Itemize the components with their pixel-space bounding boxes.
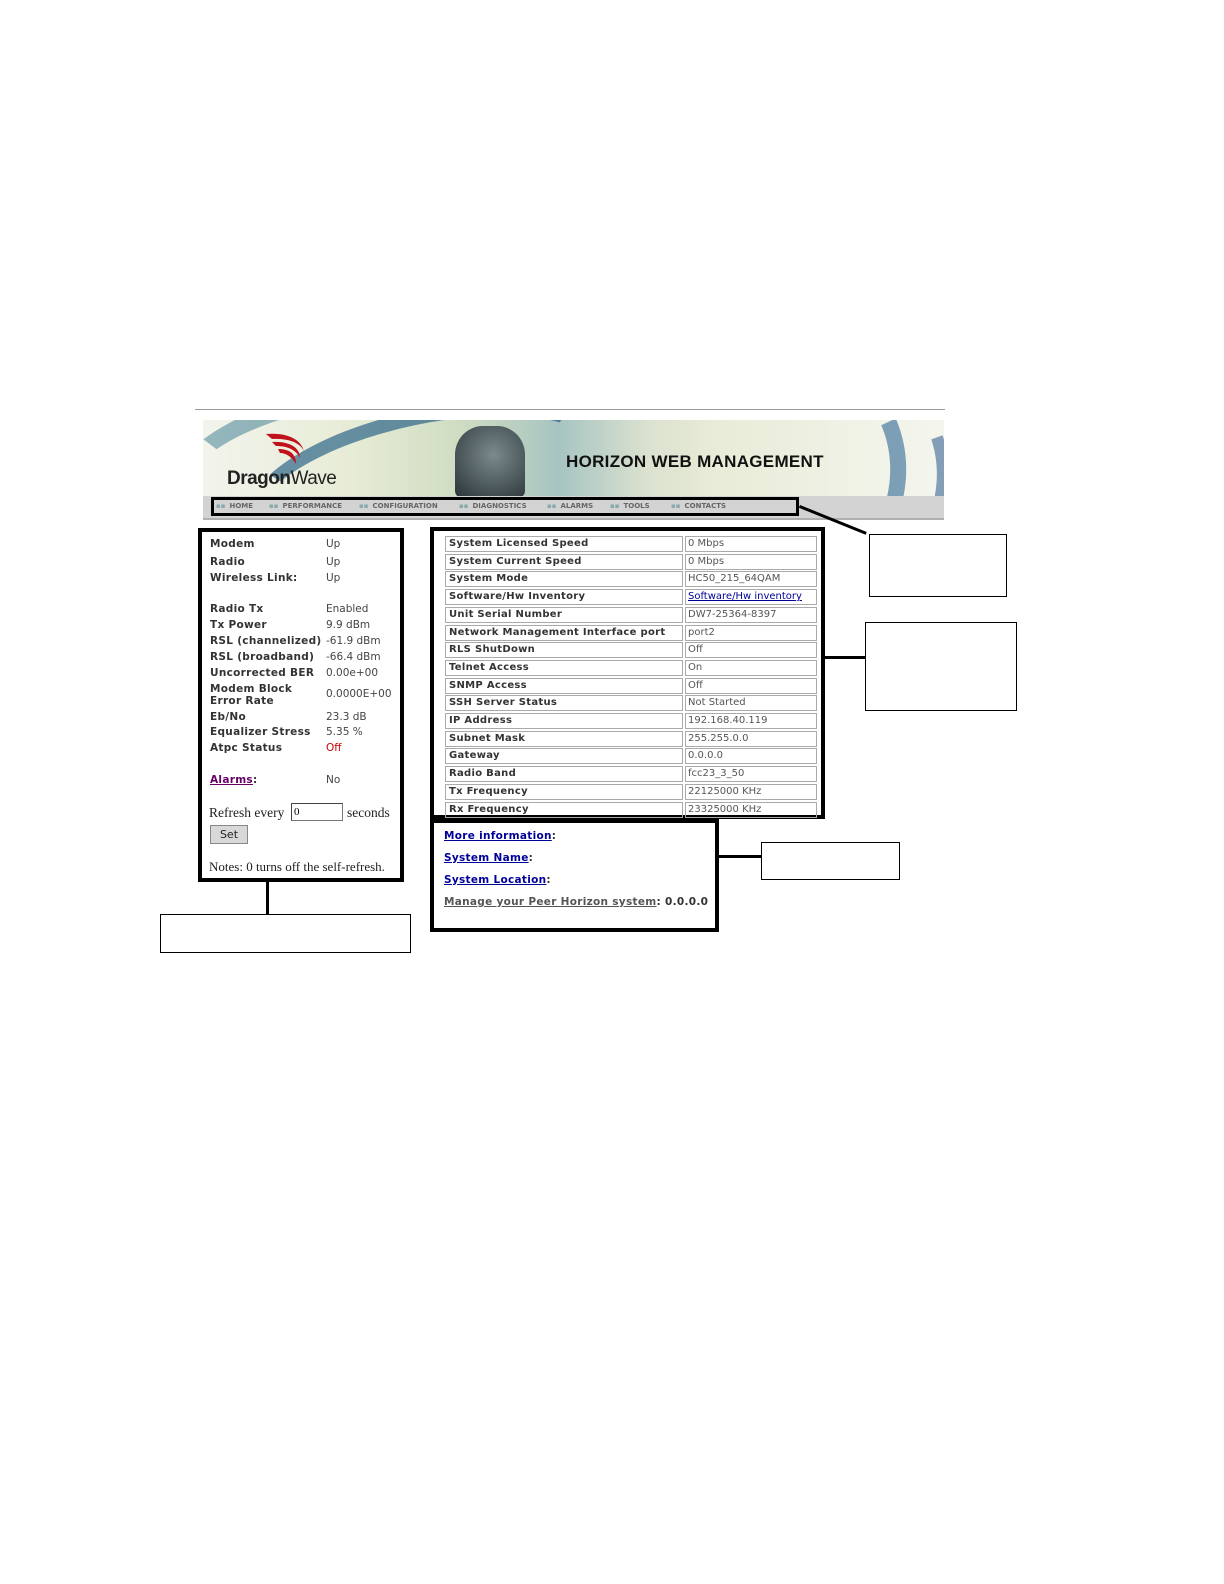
dragonwave-logo bbox=[227, 468, 336, 490]
nav-alarms-label: ALARMS bbox=[560, 502, 594, 510]
table-key-cell: System Mode bbox=[445, 571, 683, 587]
status-label: RSL (channelized) bbox=[210, 635, 322, 647]
table-key-cell: Unit Serial Number bbox=[445, 607, 683, 623]
top-rule bbox=[195, 409, 945, 410]
status-label: Atpc Status bbox=[210, 742, 283, 754]
table-value-cell: 22125000 KHz bbox=[685, 784, 817, 800]
nav-diagnostics-label: DIAGNOSTICS bbox=[472, 502, 527, 510]
alarms-row bbox=[210, 774, 257, 786]
status-value: Up bbox=[326, 556, 341, 568]
table-key-cell: Software/Hw Inventory bbox=[445, 589, 683, 605]
table-key-cell: Gateway bbox=[445, 748, 683, 764]
nav-bullet-icon: ▪▪ bbox=[459, 502, 469, 510]
table-value-cell: DW7-25364-8397 bbox=[685, 607, 817, 623]
nav-configuration-label: CONFIGURATION bbox=[372, 502, 438, 510]
status-label: Radio bbox=[210, 556, 245, 568]
header-banner bbox=[203, 420, 944, 496]
table-value-cell: Off bbox=[685, 678, 817, 694]
table-key-cell: Subnet Mask bbox=[445, 731, 683, 747]
system-location-row bbox=[444, 874, 551, 886]
status-label: RSL (broadband) bbox=[210, 651, 315, 663]
table-key-cell: Network Management Interface port bbox=[445, 625, 683, 641]
table-key-cell: SNMP Access bbox=[445, 678, 683, 694]
logo-text-light: Wave bbox=[290, 468, 337, 489]
refresh-suffix: seconds bbox=[347, 805, 390, 820]
table-value-cell: 0 Mbps bbox=[685, 536, 817, 552]
nav-tools-label: TOOLS bbox=[623, 502, 650, 510]
callout-box-table bbox=[865, 622, 1017, 711]
status-value: Up bbox=[326, 538, 341, 550]
nav-bullet-icon: ▪▪ bbox=[671, 502, 681, 510]
dragonwave-logo-icon bbox=[258, 430, 308, 470]
table-value-cell: 192.168.40.119 bbox=[685, 713, 817, 729]
software-inventory-link[interactable]: Software/Hw inventory bbox=[688, 591, 802, 602]
more-information-link[interactable]: More information bbox=[444, 830, 552, 842]
table-value-cell: port2 bbox=[685, 625, 817, 641]
callout-box-status bbox=[160, 914, 411, 953]
nav-contacts-label: CONTACTS bbox=[684, 502, 727, 510]
table-value-cell: On bbox=[685, 660, 817, 676]
colon: : bbox=[528, 852, 534, 864]
status-value: 0.00e+00 bbox=[326, 667, 378, 679]
callout-connector-line bbox=[266, 882, 269, 915]
nav-bullet-icon: ▪▪ bbox=[269, 502, 279, 510]
table-value-cell: 0.0.0.0 bbox=[685, 748, 817, 764]
table-value-cell: Off bbox=[685, 642, 817, 658]
system-location-link[interactable]: System Location bbox=[444, 874, 547, 886]
status-label: Tx Power bbox=[210, 619, 267, 631]
table-key-cell: Radio Band bbox=[445, 766, 683, 782]
status-label: Uncorrected BER bbox=[210, 667, 315, 679]
status-label: Radio Tx bbox=[210, 603, 264, 615]
refresh-interval-input[interactable] bbox=[291, 803, 343, 821]
system-name-link[interactable]: System Name bbox=[444, 852, 529, 864]
table-key-cell: Tx Frequency bbox=[445, 784, 683, 800]
status-label: Eb/No bbox=[210, 711, 247, 723]
colon: : bbox=[551, 830, 557, 842]
status-value: -61.9 dBm bbox=[326, 635, 381, 647]
set-refresh-button[interactable]: Set bbox=[210, 825, 248, 844]
banner-photo bbox=[455, 426, 525, 496]
nav-home-label: HOME bbox=[229, 502, 254, 510]
callout-connector-line bbox=[824, 656, 866, 659]
status-value: -66.4 dBm bbox=[326, 651, 381, 663]
table-key-cell: SSH Server Status bbox=[445, 695, 683, 711]
table-value-cell: 23325000 KHz bbox=[685, 802, 817, 818]
table-key-cell: Telnet Access bbox=[445, 660, 683, 676]
more-info-row bbox=[444, 830, 556, 842]
alarms-value: No bbox=[326, 774, 341, 786]
table-value-cell: 0 Mbps bbox=[685, 554, 817, 570]
colon: : bbox=[656, 896, 661, 908]
table-value-cell bbox=[685, 589, 817, 605]
status-value: 5.35 % bbox=[326, 726, 363, 738]
nav-bullet-icon: ▪▪ bbox=[610, 502, 620, 510]
banner-title: HORIZON WEB MANAGEMENT bbox=[566, 452, 824, 471]
nav-bullet-icon: ▪▪ bbox=[547, 502, 557, 510]
manage-peer-link[interactable]: Manage your Peer Horizon system bbox=[444, 896, 657, 908]
status-value: 0.0000E+00 bbox=[326, 688, 392, 700]
table-value-cell: 255.255.0.0 bbox=[685, 731, 817, 747]
table-value-cell: fcc23_3_50 bbox=[685, 766, 817, 782]
status-label: Modem Block bbox=[210, 683, 293, 695]
status-label: Modem bbox=[210, 538, 255, 550]
table-key-cell: Rx Frequency bbox=[445, 802, 683, 818]
status-label: Error Rate bbox=[210, 695, 274, 707]
status-value: 9.9 dBm bbox=[326, 619, 371, 631]
refresh-notes: Notes: 0 turns off the self-refresh. bbox=[209, 859, 385, 874]
alarms-link[interactable]: Alarms bbox=[210, 774, 253, 786]
table-key-cell: RLS ShutDown bbox=[445, 642, 683, 658]
nav-performance-label: PERFORMANCE bbox=[282, 502, 343, 510]
table-value-cell: Not Started bbox=[685, 695, 817, 711]
callout-box-links bbox=[761, 842, 900, 880]
table-key-cell: System Licensed Speed bbox=[445, 536, 683, 552]
system-name-row bbox=[444, 852, 533, 864]
peer-row bbox=[444, 896, 708, 908]
status-value: Up bbox=[326, 572, 341, 584]
colon: : bbox=[546, 874, 551, 886]
table-value-cell: HC50_215_64QAM bbox=[685, 571, 817, 587]
status-value: 23.3 dB bbox=[326, 711, 367, 723]
logo-text-bold: Dragon bbox=[227, 468, 291, 489]
table-key-cell: IP Address bbox=[445, 713, 683, 729]
callout-connector-line bbox=[718, 855, 762, 858]
nav-bullet-icon: ▪▪ bbox=[216, 502, 226, 510]
nav-bullet-icon: ▪▪ bbox=[359, 502, 369, 510]
status-label: Equalizer Stress bbox=[210, 726, 311, 738]
status-value: Enabled bbox=[326, 603, 369, 615]
alarms-colon: : bbox=[252, 774, 258, 786]
nav-highlight-box bbox=[211, 497, 799, 516]
callout-box-nav bbox=[869, 534, 1007, 597]
table-key-cell: System Current Speed bbox=[445, 554, 683, 570]
refresh-prefix: Refresh every bbox=[209, 805, 285, 820]
peer-ip-value: 0.0.0.0 bbox=[664, 896, 709, 908]
atpc-status-value: Off bbox=[326, 742, 342, 754]
status-label: Wireless Link: bbox=[210, 572, 298, 584]
